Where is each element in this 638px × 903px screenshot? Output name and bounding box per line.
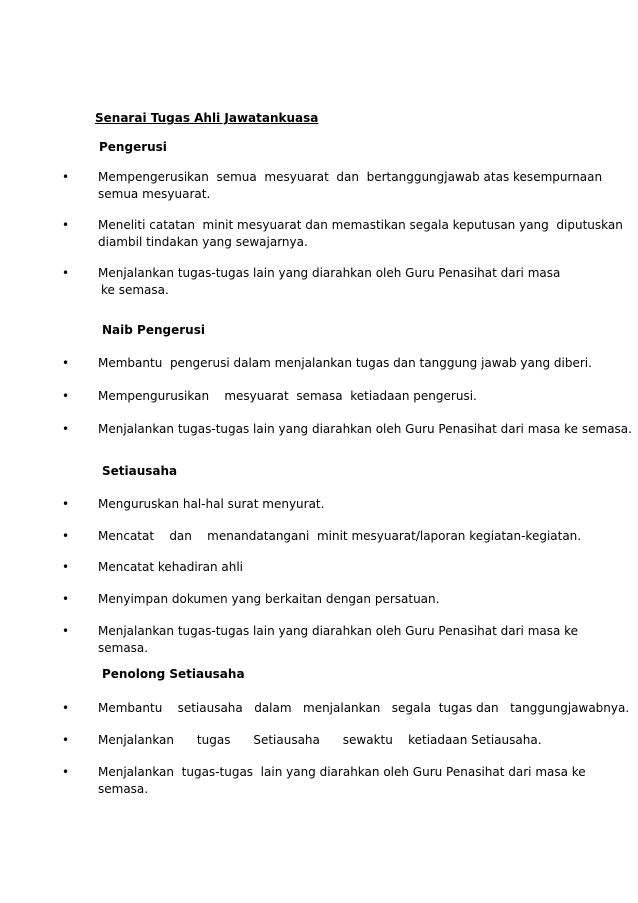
bullet-icon: • xyxy=(62,624,70,638)
item-text-line: Membantu setiausaha dalam menjalankan segala tugas dan tanggungjawabnya. xyxy=(98,701,630,715)
bullet-icon: • xyxy=(62,422,70,436)
section-heading: Setiausaha xyxy=(102,464,178,478)
section-heading: Pengerusi xyxy=(99,140,167,154)
bullet-icon: • xyxy=(62,529,70,543)
item-text-line: semasa. xyxy=(98,782,149,796)
document-title: Senarai Tugas Ahli Jawatankuasa xyxy=(95,111,319,125)
item-text-line: diambil tindakan yang sewajarnya. xyxy=(98,235,308,249)
item-text-line: Membantu pengerusi dalam menjalankan tugas dan tanggung jawab yang diberi. xyxy=(98,356,592,370)
item-text-line: ke semasa. xyxy=(101,283,169,297)
bullet-icon: • xyxy=(62,389,70,403)
bullet-icon: • xyxy=(62,356,70,370)
item-text-line: semua mesyuarat. xyxy=(98,187,211,201)
item-text-line: Meneliti catatan minit mesyuarat dan memastikan segala keputusan yang diputuskan xyxy=(98,218,623,232)
bullet-icon: • xyxy=(62,266,70,280)
item-text-line: Mempengerusikan semua mesyuarat dan bertanggungjawab atas kesempurnaan xyxy=(98,170,603,184)
bullet-icon: • xyxy=(62,592,70,606)
bullet-icon: • xyxy=(62,701,70,715)
item-text-line: Mencatat dan menandatangani minit mesyuarat/laporan kegiatan-kegiatan. xyxy=(98,529,582,543)
item-text-line: Menyimpan dokumen yang berkaitan dengan persatuan. xyxy=(98,592,440,606)
bullet-icon: • xyxy=(62,218,70,232)
item-text-line: Menjalankan tugas-tugas lain yang diarahkan oleh Guru Penasihat dari masa ke xyxy=(98,624,579,638)
section-heading: Penolong Setiausaha xyxy=(102,667,245,681)
item-text-line: Menjalankan tugas Setiausaha sewaktu ketiadaan Setiausaha. xyxy=(98,733,542,747)
item-text-line: Mencatat kehadiran ahli xyxy=(98,560,244,574)
item-text-line: semasa. xyxy=(98,641,149,655)
item-text-line: Mempengurusikan mesyuarat semasa ketiadaan pengerusi. xyxy=(98,389,477,403)
bullet-icon: • xyxy=(62,765,70,779)
bullet-icon: • xyxy=(62,497,70,511)
section-heading: Naib Pengerusi xyxy=(102,323,205,337)
item-text-line: Menguruskan hal-hal surat menyurat. xyxy=(98,497,325,511)
bullet-icon: • xyxy=(62,733,70,747)
bullet-icon: • xyxy=(62,560,70,574)
item-text-line: Menjalankan tugas-tugas lain yang diarahkan oleh Guru Penasihat dari masa ke semasa. xyxy=(98,422,632,436)
bullet-icon: • xyxy=(62,170,70,184)
item-text-line: Menjalankan tugas-tugas lain yang diarahkan oleh Guru Penasihat dari masa ke xyxy=(98,765,586,779)
item-text-line: Menjalankan tugas-tugas lain yang diarahkan oleh Guru Penasihat dari masa xyxy=(98,266,561,280)
